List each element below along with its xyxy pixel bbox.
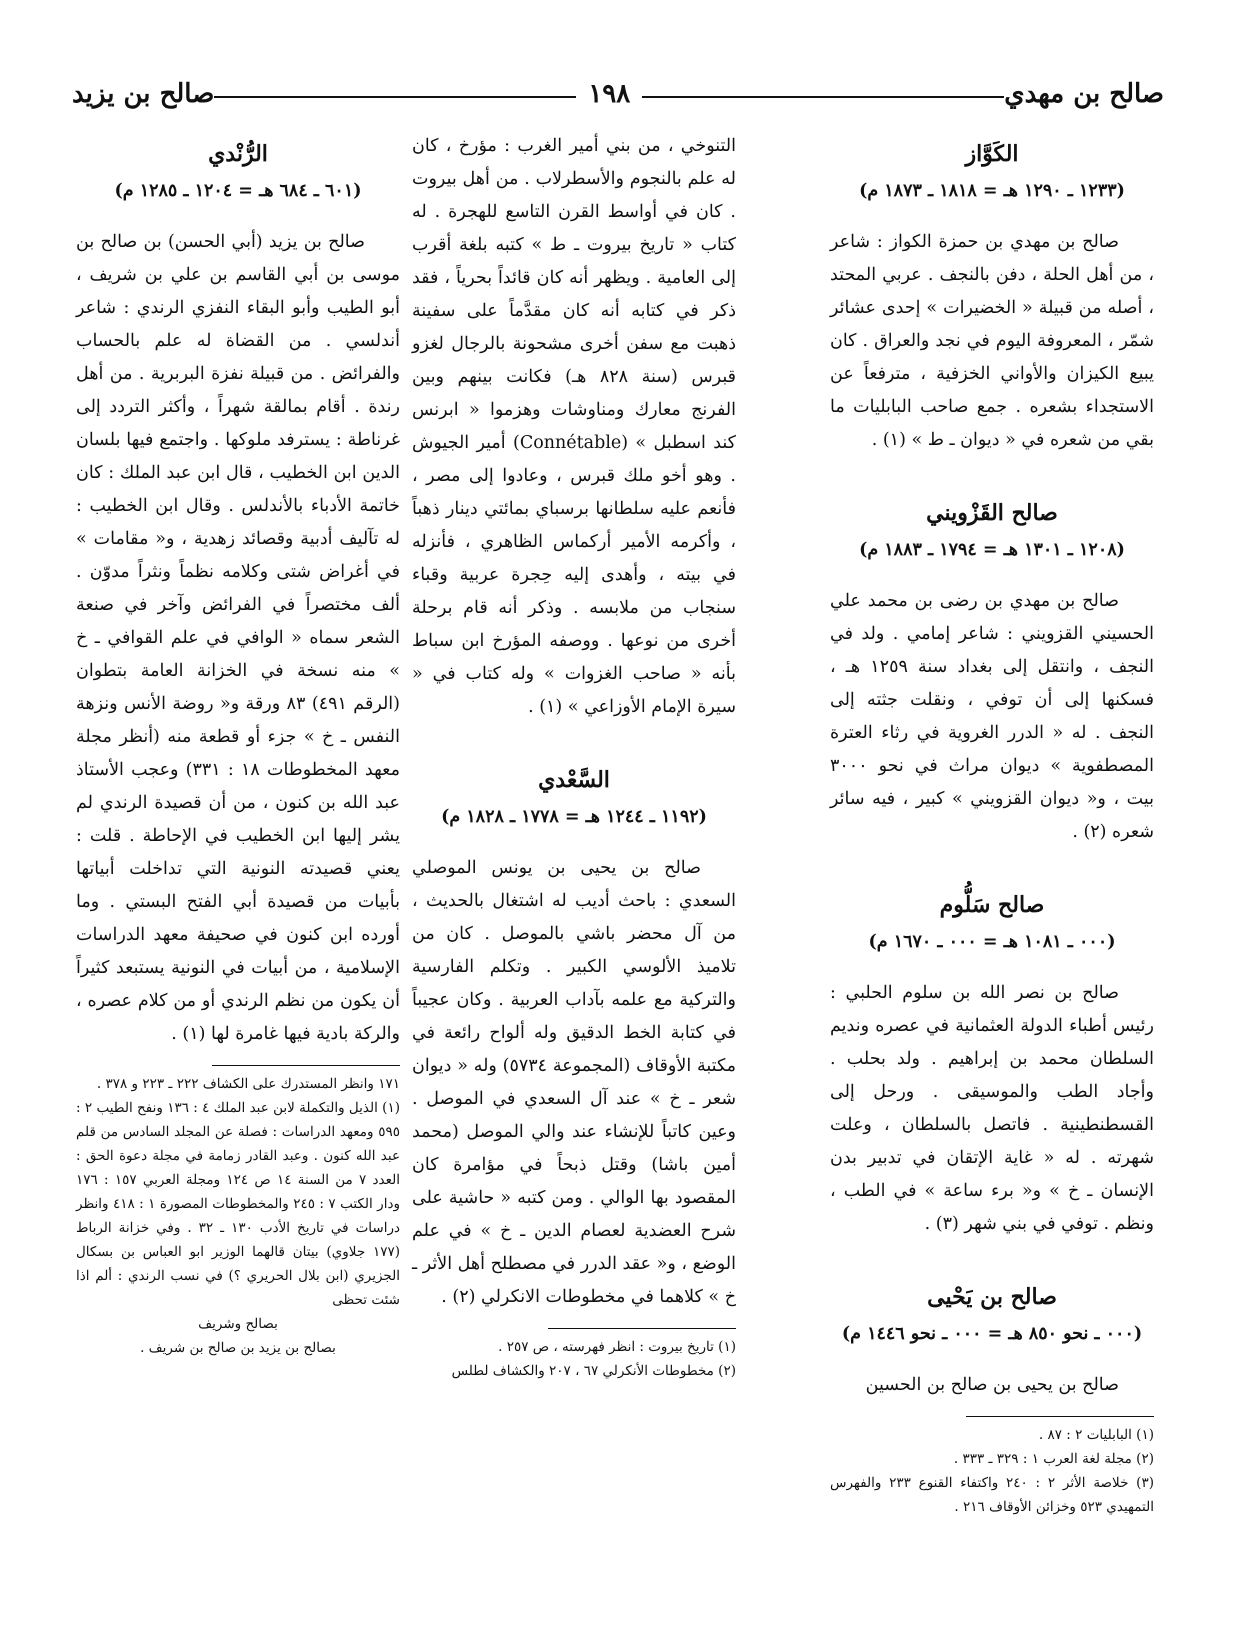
entry-dates: (٠٠٠ ـ نحو ٨٥٠ هـ = ٠٠٠ ـ نحو ١٤٤٦ م) — [841, 1324, 1143, 1344]
footnote-rule — [966, 1416, 1154, 1417]
column-right — [830, 130, 1154, 1519]
entry-text: صالح بن يزيد (أبي الحسن) بن صالح بن موسى بن أبي القاسم بن علي بن شريف ، أبو الطيب وأبو البقاء النفزي الرندي : شاعر أندلسي . من القضاة له علم بالحساب والفرائض . من قبيلة نفزة البربرية . من أهل رندة . أقام بمالقة شهراً ، وأكثر التردد إلى غرناطة : يسترفد ملوكها . واجتمع فيها بلسان الدين ابن الخطيب ، قال ابن عبد الملك : كان خاتمة الأدباء بالأندلس . وقال ابن الخطيب : له تآليف أدبية وقصائد زهدية ، و« مقامات » في أغراض شتى وكلامه نظماً ونثراً مدوّن . ألف مختصراً في الفرائض وآخر في صنعة الشعر سماه « الوافي في علم القوافي ـ خ » منه نسخة في الخزانة العامة بتطوان (الرقم ٤٩١) ٨٣ ورقة و« روضة الأنس ونزهة النفس ـ خ » جزء أو قطعة منه (أنظر مجلة معهد المخطوطات ١٨ : ٣٣١) وعجب الأستاذ عبد الله بن كنون ، من أن قصيدة الرندي لم يشر إليها ابن الخطيب في الإحاطة . قلت : يعني قصيدته النونية التي تداخلت أبياتها بأبيات من قصيدة أبي الفتح البستي . وما أورده ابن كنون في صحيفة معهد الدراسات الإسلامية ، من أبيات في النونية يستبعد كثيراً أن يكون من نظم الرندي أو من كلام عصره ، والركة بادية فيها غامرة لها (١) . — [76, 232, 400, 1044]
footnote-rule — [212, 1065, 400, 1066]
entry-title: السَّعْدي — [538, 767, 610, 793]
running-title-right: صالح بن مهدي — [1004, 79, 1164, 109]
entry-dates: (١٢٣٣ ـ ١٢٩٠ هـ = ١٨١٨ ـ ١٨٧٣ م) — [859, 181, 1125, 201]
header-rule-left — [214, 96, 576, 98]
footnote: (١) البابليات ٢ : ٨٧ . — [1038, 1427, 1154, 1443]
header-rule-right — [642, 96, 1004, 98]
column-middle — [412, 130, 736, 1383]
running-title-left: صالح بن يزيد — [72, 79, 215, 109]
page-header — [72, 74, 1164, 114]
entry-dates: (٠٠٠ ـ ١٠٨١ هـ = ٠٠٠ ـ ١٦٧٠ م) — [868, 932, 1116, 952]
footnote-verse: بصالح وشريف — [198, 1316, 278, 1332]
entry-title: الرُّنْدي — [208, 141, 268, 167]
entry-text: صالح بن يحيى بن يونس الموصلي السعدي : باحث أديب له اشتغال بالحديث ، من آل محضر باشي بالموصل . كان من تلاميذ الألوسي الكبير . وتكلم الفارسية والتركية مع علمه بآداب العربية . وكان عجيباً في كتابة الخط الدقيق وله ألواح رائعة في مكتبة الأوقاف (المجموعة ٥٧٣٤) وله « ديوان شعر ـ خ » عند آل السعدي في الموصل . وعين كاتباً للإنشاء عند والي الموصل (محمد أمين باشا) وقتل ذبحاً في مؤامرة كان المقصود بها الوالي . ومن كتبه « حاشية على شرح العضدية لعصام الدين ـ خ » في علم الوضع ، و« عقد الدرر في مصطلح أهل الأثر ـ خ » كلاهما في مخطوطات الانكرلي (٢) . — [412, 858, 736, 1307]
entry-text-continued: التنوخي ، من بني أمير الغرب : مؤرخ ، كان له علم بالنجوم والأسطرلاب . من أهل بيروت . كان في أواسط القرن التاسع للهجرة . له كتاب « تاريخ بيروت ـ ط » كتبه بلغة أقرب إلى العامية . ويظهر أنه كان قائداً بحرياً ، فقد ذكر في كتابه أنه كان مقدَّماً على سفينة ذهبت مع سفن أخرى مشحونة بالرجال لغزو قبرس (سنة ٨٢٨ هـ) فكانت بينهم وبين الفرنج معارك ومناوشات وهزموا « ابرنس كند اسطبل » (Connétable) أمير الجيوش . وهو أخو ملك قبرس ، وعادوا إلى مصر ، فأنعم عليه سلطانها برسباي بمائتي دينار ذهباً ، وأكرمه الأمير أركماس الظاهري ، فأنزله في بيته ، وأهدى إليه حِجرة عربية وقباء سنجاب من ملابسه . وذكر أنه قام برحلة أخرى من نوعها . ووصفه المؤرخ ابن سباط بأنه « صاحب الغزوات » وله كتاب في « سيرة الإمام الأوزاعي » (١) . — [412, 136, 736, 717]
footnote: (٢) مخطوطات الأنكرلي ٦٧ ، ٢٠٧ والكشاف لطلس — [451, 1363, 736, 1379]
entry-text: صالح بن يحيى بن صالح بن الحسين — [865, 1375, 1119, 1395]
entry-title: صالح بن يَحْيى — [927, 1284, 1057, 1310]
footnote: (٣) خلاصة الأثر ٢ : ٢٤٠ واكتفاء القنوع ٢٣٣ والفهرس التمهيدي ٥٢٣ وخزائن الأوقاف ٢١٦ . — [830, 1475, 1154, 1515]
page-number: ١٩٨ — [588, 79, 631, 109]
entry-dates: (١١٩٢ ـ ١٢٤٤ هـ = ١٧٧٨ ـ ١٨٢٨ م) — [441, 807, 707, 827]
entry-text: صالح بن مهدي بن رضى بن محمد علي الحسيني القزويني : شاعر إمامي . ولد في النجف ، وانتقل إلى بغداد سنة ١٢٥٩ هـ ، فسكنها إلى أن توفي ، ونقلت جثته إلى النجف . له « الدرر الغروية في رثاء العترة المصطفوية » ديوان مراث في نحو ٣٠٠٠ بيت ، و« ديوان القزويني » كبير ، فيه سائر شعره (٢) . — [830, 591, 1154, 842]
entry-text: صالح بن نصر الله بن سلوم الحلبي : رئيس أطباء الدولة العثمانية في عصره ونديم السلطان محمد بن إبراهيم . ولد بحلب . وأجاد الطب والموسيقى . ورحل إلى القسطنطينية . فاتصل بالسلطان ، وعلت شهرته . له « غاية الإتقان في تدبير بدن الإنسان ـ خ » و« برء ساعة » في الطب ، ونظم . توفي في بني شهر (٣) . — [830, 983, 1154, 1234]
footnote: (١) تاريخ بيروت : انظر فهرسته ، ص ٢٥٧ . — [498, 1339, 736, 1355]
entry-dates: (٦٠١ ـ ٦٨٤ هـ = ١٢٠٤ ـ ١٢٨٥ م) — [114, 181, 362, 201]
entry-dates: (١٢٠٨ ـ ١٣٠١ هـ = ١٧٩٤ ـ ١٨٨٣ م) — [859, 540, 1125, 560]
entry-text: صالح بن مهدي بن حمزة الكواز : شاعر ، من أهل الحلة ، دفن بالنجف . عربي المحتد ، أصله من قبيلة « الخضيرات » إحدى عشائر شمّر ، المعروفة اليوم في نجد والعراق . كان يبيع الكيزان والأواني الخزفية ، مترفعاً عن الاستجداء بشعره . جمع صاحب البابليات ما بقي من شعره في « ديوان ـ ط » (١) . — [830, 232, 1154, 450]
entry-title: صالح سَلُّوم — [939, 892, 1045, 918]
entry-title: الكَوَّاز — [965, 141, 1019, 167]
column-left — [76, 130, 400, 1360]
footnote-rule — [548, 1328, 736, 1329]
entry-title: صالح القَزْويني — [926, 500, 1058, 526]
footnote: ١٧١ وانظر المستدرك على الكشاف ٢٢٢ ـ ٢٢٣ و ٣٧٨ . — [96, 1076, 400, 1092]
footnote: (١) الذيل والتكملة لابن عبد الملك ٤ : ١٣٦ ونفح الطيب ٢ : ٥٩٥ ومعهد الدراسات : فصلة عن المجلد السادس من قلم عبد الله كنون . وعبد القادر زمامة في مجلة دعوة الحق : العدد ٧ من السنة ١٤ ص ١٢٤ ومجلة العربي ١٥٧ : ١٧٦ ودار الكتب ٧ : ٢٤٥ والمخطوطات المصورة ١ : ٤١٨ وانظر دراسات في تاريخ الأدب ١٣٠ ـ ٣٢ . وفي خزانة الرباط (١٧٧ جلاوي) بيتان قالهما الوزير ابو العباس بن بسكال الجزيري (ابن بلال الحريري ؟) في نسب الرندي : ألم اذا شئت تحظى — [76, 1100, 400, 1308]
footnote-verse: بصالح بن يزيد بن صالح بن شريف . — [140, 1340, 336, 1356]
footnote: (٢) مجلة لغة العرب ١ : ٣٢٩ ـ ٣٣٣ . — [953, 1451, 1154, 1467]
